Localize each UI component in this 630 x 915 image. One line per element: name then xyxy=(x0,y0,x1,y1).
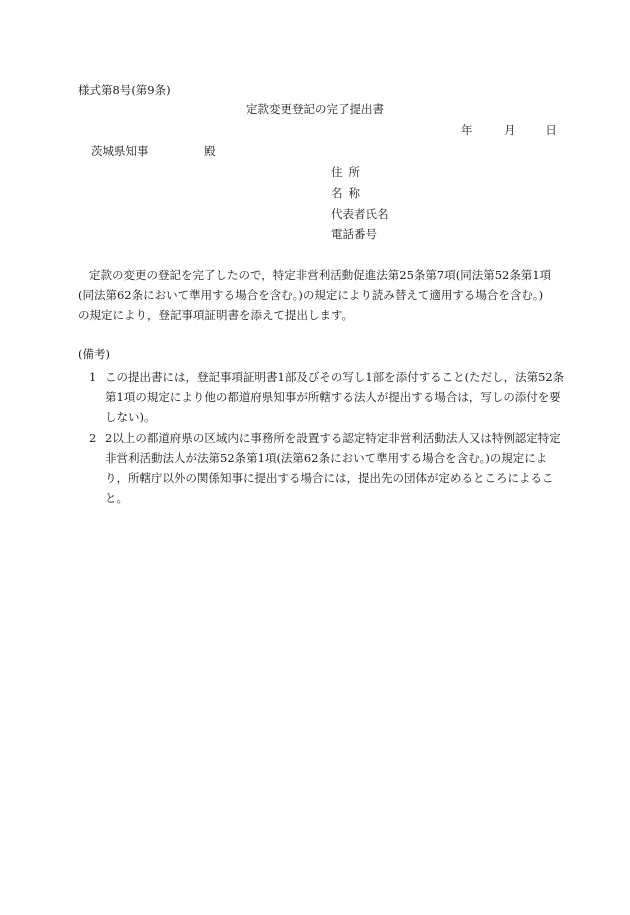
date-line xyxy=(461,125,557,137)
addressee-governor: 茨城県知事 xyxy=(91,144,149,158)
date-day-label: 日 xyxy=(545,123,557,137)
remark-number: 1 xyxy=(89,370,97,384)
applicant-representative-label: 代表者氏名 xyxy=(331,207,389,221)
date-month-label: 月 xyxy=(504,123,516,137)
addressee xyxy=(91,146,216,158)
document-title: 定款変更登記の完了提出書 xyxy=(246,102,384,116)
applicant-address-label: 住所 xyxy=(331,165,366,179)
remark-text: この提出書には，登記事項証明書1部及びその写し1部を添付すること(ただし，法第52条第1項の規定により他の都道府県知事が所轄する法人が提出する場合は，写しの添付を要しない)。 xyxy=(105,370,565,424)
applicant-phone-label: 電話番号 xyxy=(331,227,377,241)
body-paragraph: 定款の変更の登記を完了したので，特定非営利活動促進法第25条第7項(同法第52条第1項(同法第62条において準用する場合を含む。)の規定により読み替えて適用する場合を含む。)の規定により，登記事項証明書を添えて提出します。 xyxy=(78,268,552,322)
applicant-name-label: 名称 xyxy=(331,186,366,200)
date-year-label: 年 xyxy=(461,123,473,137)
remark-item xyxy=(91,367,569,427)
remark-number: 2 xyxy=(89,431,97,445)
remarks-heading: (備考) xyxy=(78,347,110,361)
addressee-honorific: 殿 xyxy=(204,144,216,158)
remark-text: 2以上の都道府県の区域内に事務所を設置する認定特定非営利活動法人又は特例認定特定非営利活動法人が法第52条第1項(法第62条において準用する場合を含む。)の規定により，所轄庁以外の関係知事に提出する場合には，提出先の団体が定めるところによること。 xyxy=(105,431,561,505)
form-number: 様式第8号(第9条) xyxy=(78,83,171,97)
remark-item xyxy=(91,428,569,508)
